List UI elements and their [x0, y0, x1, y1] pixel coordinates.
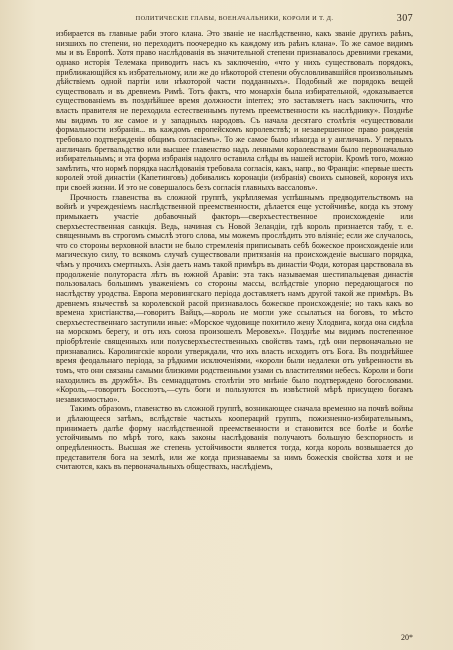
signature-mark: 20*	[401, 633, 413, 642]
running-title: ПОЛИТИЧЕСКІЕ ГЛАВЫ, ВОЕНАЧАЛЬНИКИ, КОРОЛИ И Т. Д.	[135, 15, 334, 22]
paragraph: избирается въ главные раби этого клана. Это званіе не наслѣдственно, какъ званіе другихъ раѣнъ, низшихъ по степени, но переходитъ поочередно къ каждому изъ раѣнъ клана». То же самое видимъ мы и въ Европѣ. Хотя право наслѣдованія въ значительной степени признавалось древними греками, однако исторія Телемака приводитъ насъ къ заключенію, «что у нихъ существовалъ порядокъ, приближающійся къ избрательному, или же до нѣкоторой степени обусловливавшійся произвольнымъ дѣйствіемъ одной партіи или нѣкоторой части подданныхъ». Подобный же порядокъ вещей существовалъ и въ древнемъ Римѣ. Тотъ фактъ, что монархія была избирательной, «доказывается существованіемъ въ позднѣйшее время должности interrex; это заставляетъ насъ заключить, что власть правителя не переходила естественнымъ путемъ преемственности къ наслѣднику». Позднѣе мы видимъ то же самое и у западныхъ народовъ. Съ начала десятаго столѣтія «существовали формальности избранія... въ каждомъ европейскомъ королевствѣ; и незавершенное право рожденія требовало подтвержденія общимъ согласіемъ». То же самое было нѣкогда и у англичанъ. У первыхъ англичанъ бретвальдство или высшее главенство надъ ленными королевствами было первоначально избирательнымъ; и эта форма избранія надолго оставила слѣды въ нашей исторіи. Кромѣ того, можно замѣтить, что нормѣ порядка наслѣдованія требовала согласія, какъ, напр., во Франціи: «первые шесть королей этой династіи (Капетинговъ) добивались коронаціи (избранія) своихъ сыновей, коронуя ихъ при своей жизни. И это не совершалось безъ согласія главныхъ вассаловъ».	[56, 29, 413, 192]
page-body	[56, 29, 413, 472]
paragraph: Такимъ образомъ, главенство въ сложной группѣ, возникающее сначала временно на почвѣ войны и дѣлающееся затѣмъ, вслѣдствіе частыхъ коопераций группъ, пожизненно-избирательнымъ, принимаетъ далѣе форму наслѣдственной преемственности и становится все болѣе и болѣе устойчивымъ по мѣрѣ того, какъ законы наслѣдованія получаютъ большую безспорность и опредѣленность. Высшая же степень устойчивости является тогда, когда король возвышается до представителя бога на землѣ, или же когда признаваемы за нимъ божескія свойства хотя и не считаются, какъ въ первоначальныхъ обществахъ, наслѣдіемъ,	[56, 404, 413, 472]
page-number: 307	[396, 13, 413, 24]
running-head	[56, 13, 413, 25]
paragraph: Прочность главенства въ сложной группѣ, укрѣпляемая успѣшнымъ предводительствомъ на войнѣ и учрежденіемъ наслѣдственной преемственности, дѣлается еще устойчивѣе, когда къ этому примыкаетъ участіе добавочный факторъ—сверхъестественное происхожденіе или сверхъестественная санкція. Ведь, начиная съ Новой Зеландіи, гдѣ король признается табу, т. е. священнымъ въ строгомъ смыслѣ этого слова, мы можемъ прослѣдить это вліяніе; если же случалось, что со стороны верховной власти не было стремленія приписывать себѣ божеское происхожденіе или магическую силу, то всякомъ случаѣ существовали притязанія на происхожденіе высшаго порядка, чѣмъ у прочихъ смертныхъ. Азія даетъ намъ такой примѣръ въ династіи Фоди, которая царствовала въ продолженіе полутораста лѣтъ въ южной Аравіи: эта такъ называемая шестипальцевая династія пользовалась большимъ уваженіемъ со стороны массы, вслѣдствіе упорно передающагося по наслѣдству уродства. Европа меровингскаго періода доставляетъ намъ другой такой же примѣръ. Въ древнемъ язычествѣ за королевской расой признавалось божеское происхожденіе; но такъ какъ во времена христіанства,—говоритъ Вайцъ,—король не могли уже ссылаться на боговъ, то мѣсто сверхъестественнаго заступили иные: «Морское чудовище похитило жену Хлодвига, когда она сидѣла на морскомъ берегу, и отъ ихъ союза произошелъ Меровехъ». Позднѣе мы видимъ постепенное пріобрѣтеніе священныхъ или полусверхъестественныхъ свойствъ тамъ, гдѣ они первоначально не признавались. Каролингскіе короли утверждали, что ихъ власть исходитъ отъ Бога. Въ позднѣйшее время феодальнаго періода, за рѣдкими исключеніями, «короли были недалеки отъ увѣренности въ томъ, что они связаны самыми близкими родственными узами съ властителями небесъ. Короли и боги находились въ дружбѣ». Въ семнадцатомъ столѣтіи это мнѣніе было подтверждено богословами. «Король,—говоритъ Боссюэтъ,—суть боги и пользуются въ извѣстной мѣрѣ присущею богамъ независимостью».	[56, 192, 413, 404]
